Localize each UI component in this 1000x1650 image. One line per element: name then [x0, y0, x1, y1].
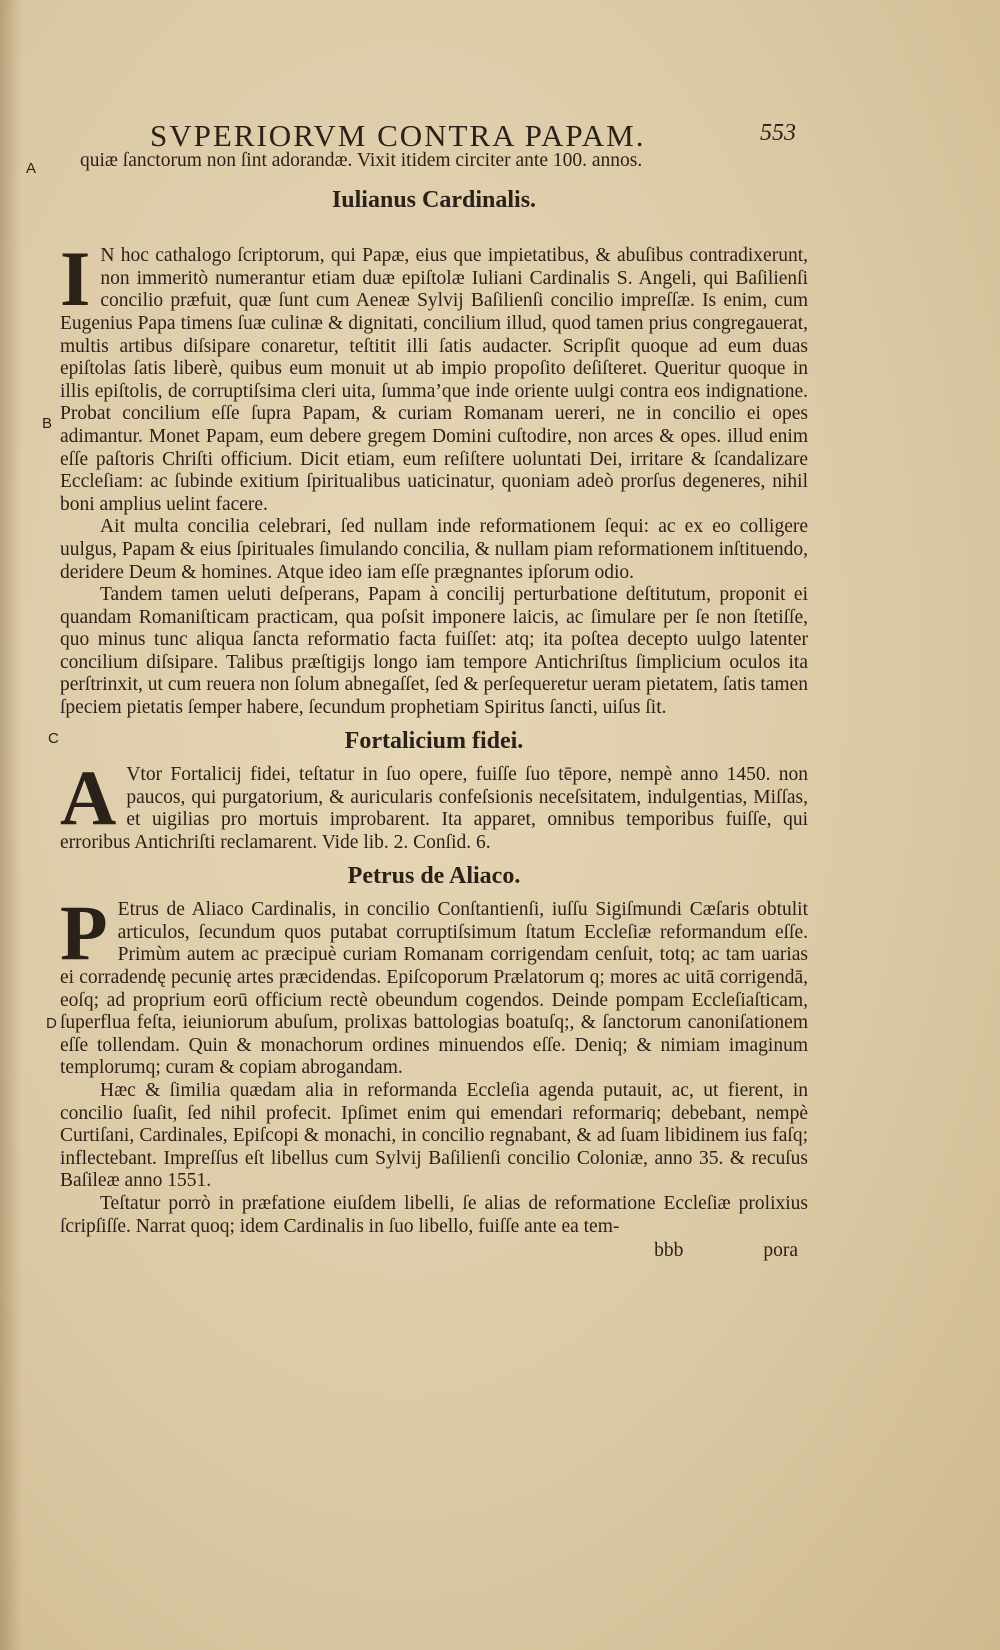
heading-fortalicium: Fortalicium fidei. — [344, 727, 524, 754]
heading-petrus: Petrus de Aliaco. — [347, 862, 521, 889]
opening-line: quiæ ſanctorum non ſint adorandæ. Vixit itidem circiter ante 100. annos. — [80, 150, 643, 171]
main-text — [60, 150, 808, 1263]
signature-line — [60, 1240, 808, 1263]
signature-mark: bbb — [654, 1240, 684, 1262]
margin-letter-d: D — [46, 1015, 57, 1032]
running-header: SVPERIORVM CONTRA PAPAM. — [150, 118, 646, 153]
drop-cap-a: A — [60, 754, 117, 842]
heading-iulianus: Iulianus Cardinalis. — [331, 186, 537, 213]
paragraph: Ait multa concilia celebrari, ſed nullam inde reformationem ſequi: ac ex eo colligere uulgus, Papam & eius ſpirituales ſimulando concilia, & nullam piam reformationem inſtituendo, deridere Deum & homines. Atque ideo iam eſſe prægnantes ipſorum odio. — [60, 516, 808, 583]
paragraph: P Etrus de Aliaco Cardinalis, in concilio Conſtantienſi, iuſſu Sigiſmundi Cæſaris obtulit articulos, ſecundum quos putabat corruptiſsimum ſtatum Eccleſiæ reformandum eſſe. Primùm autem ac præcipuè curiam Romanam corrigendam cenſuit, totq; ac tam uarias ei corradendę pecunię artes præcidendas. Epiſcoporum Prælatorum q; mores ac uitā corrigendā, eoſq; ad proprium eorū officium rectè obeundum cogendos. Deinde pompam Eccleſiaſticam, ſuperflua feſta, ieiuniorum abuſum, prolixas battologias boatuſq;, & ſanctorum canoniſationem eſſe tollendam. Quin & monachorum ordines minuendos eſſe. Deniq; & nimiam imaginum templorumq; curam & copiam abrogandam. — [60, 889, 808, 1079]
drop-cap-i: I — [60, 235, 91, 323]
paragraph: Teſtatur porrò in præfatione eiuſdem libelli, ſe alias de reformatione Eccleſiæ prolixius ſcripſiſſe. Narrat quoq; idem Cardinalis in ſuo libello, fuiſſe ante ea tem- — [60, 1192, 808, 1237]
paragraph: Hæc & ſimilia quædam alia in reformanda Eccleſia agenda putauit, ac, ut fierent, in concilio ſuaſit, ſed nihil profecit. Ipſimet enim qui emendari reformariq; debebant, nempè Curtiſani, Cardinales, Epiſcopi & monachi, in concilio regnabant, & ad ſuam libidinem ius faſq; inflectebant. Impreſſus eſt libellus cum Sylvij Baſilienſi concilio Coloniæ, anno 35. & recuſus Baſileæ anno 1551. — [60, 1079, 808, 1192]
page-number: 553 — [760, 120, 796, 146]
margin-letter-a: A — [26, 160, 37, 177]
paragraph: Tandem tamen ueluti deſperans, Papam à concilij perturbatione deſtitutum, proponit ei quandam Romaniſticam practicam, qua poſsit imponere laicis, ac ſimulare per ſe non ſtetiſſe, quo minus tunc aliqua ſancta reformatio facta fuiſſet: atq; ita poſtea decepto uulgo latenter concilium diſsipare. Talibus præſtigijs longo iam tempore Antichriſtus ſimplicium oculos ita perſtrinxit, ut cum reuera non ſolum abnegaſſet, ſed & perſequeretur ueram pietatem, ſatis tamen ſpeciem pietatis ſemper habere, ſecundum prophetiam Spiritus ſancti, uiſus ſit. — [60, 584, 808, 719]
catchword: pora — [763, 1240, 798, 1262]
paragraph: A Vtor Fortalicij fidei, teſtatur in ſuo opere, fuiſſe ſuo tēpore, nempè anno 1450. non paucos, qui purgatorium, & auricularis confeſsionis neceſsitatem, indulgentias, Miſſas, et uigilias pro mortuis improbarent. Ita apparet, omnibus temporibus fuiſſe, qui erroribus Antichriſti reclamarent. Vide lib. 2. Conſid. 6. — [60, 754, 808, 854]
paragraph: I N hoc cathalogo ſcriptorum, qui Papæ, eius que impietatibus, & abuſibus contradixerunt, non immeritò numerantur etiam duæ epiſtolæ Iuliani Cardinalis S. Angeli, qui Baſilienſi concilio præfuit, quæ ſunt cum Aeneæ Sylvij Baſilienſi concilio impreſſæ. Is enim, cum Eugenius Papa timens ſuæ culinæ & dignitati, concilium illud, quod tamen prius congregauerat, multis artibus diſsipare conaretur, teſtitit illi ſatis audacter. Scripſit quoque ad eum duas epiſtolas ſatis liberè, quibus eum monuit ut ab impio propoſito deſiſteret. Queritur quoque in illis epiſtolis, de corruptiſsima cleri uita, ſumma’que inde oriente uulgi contra eos indignatione. Probat concilium eſſe ſupra Papam, & curiam Romanam uereri, ne in concilio ei opes adimantur. Monet Papam, eum debere gregem Domini cuſtodire, non arces & opes. illud enim eſſe paſtoris Chriſti officium. Dicit etiam, eum reſiſtere uoluntati Dei, irritare & ſcandalizare Eccleſiam: ac ſubinde exitium ſpiritualibus uaticinatur, quoniam adeò prorſus degeneres, nihil boni amplius uelint facere. — [60, 235, 808, 515]
margin-letter-b: B — [42, 415, 53, 432]
drop-cap-p: P — [60, 889, 108, 977]
margin-letter-c: C — [48, 730, 59, 747]
